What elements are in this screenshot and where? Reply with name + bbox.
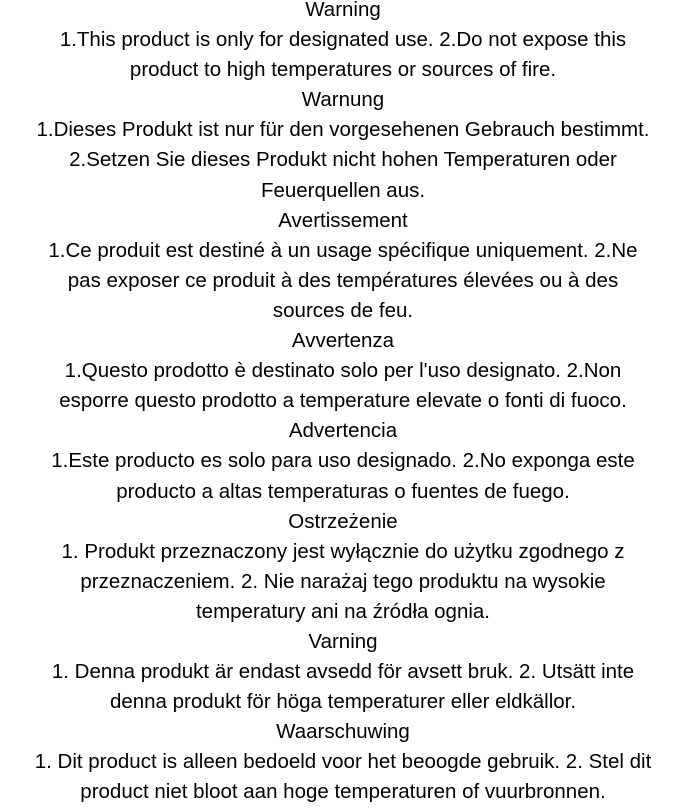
section-title: Warning	[305, 0, 381, 21]
section-text-line: 1.Ce produit est destiné à un usage spécifique uniquement. 2.Ne	[48, 238, 638, 262]
section-text-line: 1. Denna produkt är endast avsedd för avsett bruk. 2. Utsätt inte	[51, 660, 635, 684]
section-title: Ostrzeżenie	[288, 509, 398, 533]
warning-section-spanish	[0, 416, 686, 506]
warning-section-italian	[0, 326, 686, 416]
section-title: Advertencia	[288, 419, 398, 443]
section-text-line: przeznaczeniem. 2. Nie narażaj tego produktu na wysokie	[80, 569, 606, 593]
section-text-line: 1.Este producto es solo para uso designado. 2.No exponga este	[51, 449, 635, 473]
warning-section-dutch	[0, 717, 686, 807]
section-text-line: producto a altas temperaturas o fuentes de fuego.	[116, 479, 570, 503]
section-title: Waarschuwing	[276, 720, 410, 744]
section-text-line: product niet bloot aan hoge temperaturen of vuurbronnen.	[80, 780, 606, 804]
section-text-line: 1.Questo prodotto è destinato solo per l'uso designato. 2.Non	[64, 359, 622, 383]
section-title: Avertissement	[278, 208, 408, 232]
warning-section-english	[0, 0, 686, 85]
section-text-line: temperatury ani na źródła ognia.	[195, 599, 490, 623]
section-text-line: denna produkt för höga temperaturer eller eldkällor.	[109, 690, 577, 714]
section-text-line: 1.This product is only for designated use. 2.Do not expose this	[59, 28, 627, 52]
warning-section-german	[0, 85, 686, 205]
section-text-line: product to high temperatures or sources of fire.	[129, 58, 557, 82]
warning-section-french	[0, 206, 686, 326]
section-title: Varning	[308, 629, 378, 653]
section-text-line: sources de feu.	[272, 298, 414, 322]
warning-section-swedish	[0, 627, 686, 717]
section-title: Warnung	[301, 88, 385, 112]
section-text-line: 2.Setzen Sie dieses Produkt nicht hohen Temperaturen oder	[69, 148, 617, 172]
section-text-line: 1.Dieses Produkt ist nur für den vorgesehenen Gebrauch bestimmt.	[36, 118, 650, 142]
section-text-line: Feuerquellen aus.	[260, 178, 426, 202]
warning-section-polish	[0, 507, 686, 627]
section-text-line: pas exposer ce produit à des températures élevées ou à des	[67, 268, 619, 292]
section-text-line: esporre questo prodotto a temperature elevate o fonti di fuoco.	[59, 389, 627, 413]
section-text-line: 1. Dit product is alleen bedoeld voor het beoogde gebruik. 2. Stel dit	[34, 750, 652, 774]
section-title: Avvertenza	[291, 329, 395, 353]
section-text-line: 1. Produkt przeznaczony jest wyłącznie do użytku zgodnego z	[61, 539, 625, 563]
